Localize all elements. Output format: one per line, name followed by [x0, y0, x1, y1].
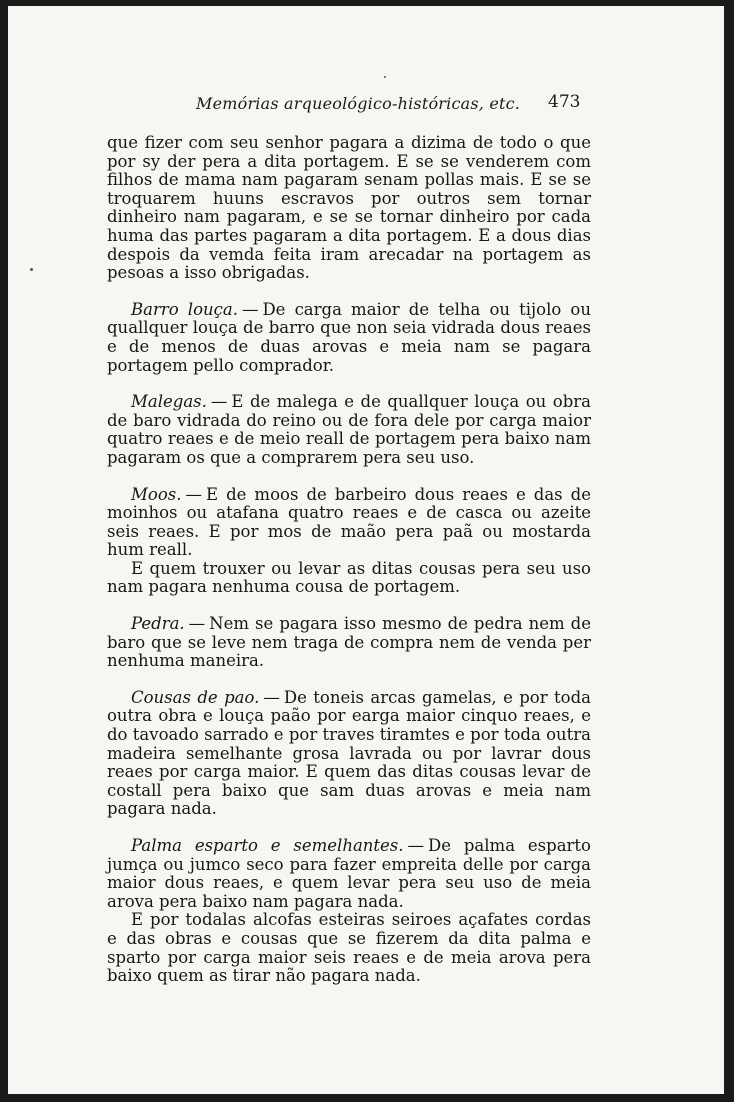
entry-dash: —	[241, 299, 259, 319]
entry-text: De carga maior de telha ou tijolo ou quallquer louça de barro que non seia vidrada dous reaes e de menos de duas arovas e meia nam se pagara portagem pello comprador.	[107, 299, 591, 375]
entry-moos-continuation: E quem trouxer ou levar as ditas cousas pera seu uso nam pagara nenhuma cousa de portagem.	[107, 558, 591, 597]
entry-dash: —	[188, 614, 206, 634]
book-page	[8, 6, 724, 1094]
entry-text: E de malega e de quallquer louça ou obra de baro vidrada do reino ou de fora dele por carga maior quatro reaes e de meio reall de portagem pera baixo nam pagaram os que a comprarem pera seu uso.	[107, 392, 591, 467]
entry-term: Pedra.	[131, 614, 185, 634]
paper-speck	[30, 268, 33, 271]
entry-term: Malegas.	[131, 392, 207, 412]
continuation-paragraph: que fizer com seu senhor pagara a dizima de todo o que por sy der pera a dita portagem. E se se venderem com filhos de mama nam pagaram senam pollas mais. E se se troquarem huuns escravos por outros sem tornar dinheiro nam pagaram, e se se tornar dinheiro por cada huma das partes pagaram a dita portagem. E a dous dias despois da vemda feita iram arecadar na portagem as pesoas a isso obrigadas.	[107, 133, 591, 283]
entry-term: Cousas de pao.	[131, 687, 260, 707]
entry-dash: —	[185, 484, 202, 504]
entry-barro-louca	[107, 301, 591, 375]
entry-term: Barro louça.	[131, 299, 238, 319]
entry-cousas-de-pao	[107, 689, 591, 819]
entry-text: Nem se pagara isso mesmo de pedra nem de baro que se leve nem traga de compra nem de venda per nenhuma maneira.	[107, 614, 591, 671]
entry-term: Palma esparto e semelhantes.	[131, 836, 404, 855]
entry-malegas	[107, 393, 591, 467]
entry-term: Moos.	[131, 484, 182, 504]
page-header	[8, 90, 724, 120]
entry-text: De palma esparto jumça ou jumco seco para fazer empreita delle por carga maior dous reaes, e quem levar pera seu uso de meia arova pera baixo nam pagara nada.	[107, 836, 591, 911]
entry-moos	[107, 486, 591, 560]
entry-text: E de moos de barbeiro dous reaes e das de moinhos ou atafana quatro reaes e de casca ou azeite seis reaes. E por mos de maão pera paã ou mostarda hum reall.	[107, 484, 591, 560]
entry-dash: —	[210, 392, 228, 412]
page-number: 473	[548, 92, 581, 112]
entry-palma-esparto	[107, 837, 591, 911]
entry-text: De toneis arcas gamelas, e por toda outra obra e louça paão por earga maior cinquo reaes, e do tavoado sarrado e por traves tiramtes e por toda outra madeira semelhante grosa lavrada ou por lavrar dous reaes por carga maior. E quem das ditas cousas levar de costall pera baixo que sam duas arovas e meia nam pagara nada.	[107, 687, 591, 819]
paper-speck	[384, 76, 386, 78]
entry-dash: —	[407, 836, 425, 855]
entry-pedra	[107, 615, 591, 671]
entry-dash: —	[263, 687, 280, 707]
page-body	[107, 134, 591, 986]
entry-palma-continuation: E por todalas alcofas esteiras seiroes açafates cordas e das obras e cousas que se fizerem da dita palma e sparto por carga maior seis reaes e de meia arova pera baixo quem as tirar não pagara nada.	[107, 910, 591, 986]
running-title: Memórias arqueológico-históricas, etc.	[196, 94, 521, 113]
